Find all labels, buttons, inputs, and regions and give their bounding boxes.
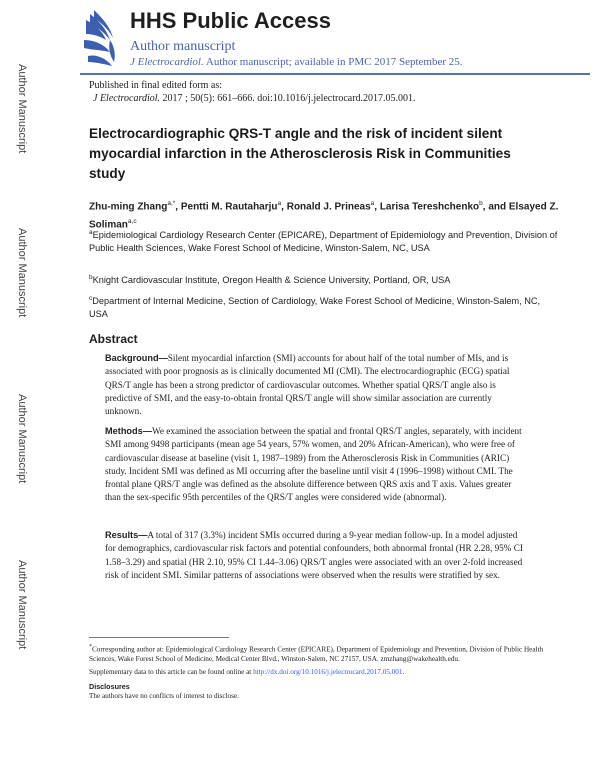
author-name: Larisa Tereshchenko — [379, 201, 480, 213]
author-name: Pentti M. Rautaharju — [180, 201, 278, 213]
affiliation-b: $^b$Knight Cardiovascular Institute, Oregon Health & Science University, Portland, OR, USA — [89, 274, 451, 286]
published-label: Published in final edited form as: — [89, 80, 223, 91]
author-affiliation-marker: a — [277, 200, 282, 207]
footnotes — [89, 643, 549, 706]
availability-text: Author manuscript; available in PMC 2017 September 25. — [205, 56, 463, 68]
results-text: A total of 317 (3.3%) incident SMIs occurred during a 9-year median follow-up. In a model adjusted for demographics, cardiovascular risk factors and potential confounders, both abnormal frontal (HR 2.28, 95% CI 1.58–3.29) and spatial (HR 2.10, 95% CI 1.44–3.06) QRS/T angles were associated with an over 2-fold increased risk of incident SMI. Similar patterns of associations were observed when the results were stratified by sex. — [105, 530, 523, 580]
footnote-divider — [89, 637, 229, 638]
background-text: Silent myocardial infarction (SMI) accounts for about half of the total number of MIs, and is associated with poor prognosis as is clinically documented MI (CMI). The electrocardiographic (ECG) spatial QRS/T angle has been a strong predictor of cardiovascular outcomes. Whether spatial QRS/T angle also is predictive of SMI, and the easy-to-obtain frontal QRS/T angle will show similar association are currently unknown. — [105, 353, 510, 417]
background-label: Background— — [105, 353, 168, 363]
affiliation-a: $^a$Epidemiological Cardiology Research Center (EPICARE), Department of Epidemiology and Prevention, Division of Public Health Sciences, Wake Forest School of Medicine, Winston-Salem, NC, USA — [89, 229, 558, 254]
author-affiliation-marker: b — [479, 200, 483, 207]
article-title: Electrocardiographic QRS-T angle and the risk of incident silent myocardial infarction in the Atherosclerosis Risk in Communities study — [89, 126, 511, 181]
author-list: Zhu-ming Zhang$^{a,*}$, Pentti M. Rautaharju$^a$, Ronald J. Prineas$^a$, Larisa Tereshchenko$^b$, and Elsayed Z. Soliman$^{a,c}$ — [89, 200, 559, 231]
hhs-eagle-logo-icon — [80, 10, 122, 70]
disclosures-label: Disclosures — [89, 681, 130, 691]
author-affiliation-marker: a — [370, 200, 375, 207]
abstract-methods — [105, 425, 523, 505]
abstract-background — [105, 352, 523, 418]
methods-text: We examined the association between the spatial and frontal QRS/T angles, separately, with incident SMI among 9498 participants (mean age 54 years, 57% women, and 20% African-American), who were free of cardiovascular disease at baseline (visit 1, 1987–1989) from the Atherosclerosis Risk in Communities (ARIC) study. Incident SMI was defined as MI occurring after the baseline until visit 4 (1996–1998) without CMI. The frontal plane QRS/T angle was defined as the absolute difference between QRS axis and T axis. Values greater than the sex-specific 95th percentiles of the QRS/T angles were considered wide (abnormal). — [105, 426, 522, 503]
published-citation — [89, 79, 569, 105]
abstract-heading: Abstract — [89, 332, 138, 346]
author-manuscript-subtitle: Author manuscript — [130, 39, 236, 54]
methods-label: Methods— — [105, 426, 152, 436]
corresponding-author-note: *Corresponding author at: Epidemiological Cardiology Research Center (EPICARE), Department of Epidemiology and Prevention, Division of Public Health Sciences, Wake Forest School of Medicine, Medical Center Blvd., Winston-Salem, NC 27157, USA. zmzhang@wakehealth.edu. — [89, 644, 544, 663]
sidebar-author-manuscript-3: Author Manuscript — [16, 394, 28, 484]
sidebar-author-manuscript-4: Author Manuscript — [16, 560, 28, 650]
citation-details: 2017 ; 50(5): 661–666. doi:10.1016/j.jelectrocard.2017.05.001. — [162, 93, 416, 104]
author-name: Zhu-ming Zhang — [89, 201, 168, 213]
citation-line — [89, 92, 569, 105]
journal-availability-note — [130, 56, 463, 68]
hhs-public-access-title: HHS Public Access — [130, 8, 331, 33]
supplementary-link[interactable]: http://dx.doi.org/10.1016/j.jelectrocard.2017.05.001 — [253, 668, 403, 677]
author-affiliation-marker: a,* — [167, 200, 176, 207]
journal-name: J Electrocardiol. — [130, 56, 204, 68]
header-divider — [80, 73, 590, 75]
author-name: Elsayed Z. Soliman — [89, 201, 559, 231]
affiliation-c: $^c$Department of Internal Medicine, Section of Cardiology, Wake Forest School of Medicine, Winston-Salem, NC, USA — [89, 295, 541, 320]
supplementary-note: Supplementary data to this article can be found online at http://dx.doi.org/10.1016/j.jelectrocard.2017.05.001. — [89, 668, 405, 677]
author-affiliation-marker: a,c — [127, 218, 137, 226]
hhs-header — [80, 10, 580, 72]
abstract-results — [105, 529, 523, 582]
citation-journal: J Electrocardiol. — [93, 93, 161, 104]
disclosures-section — [89, 682, 549, 702]
disclosures-text: The authors have no conflicts of interest to disclose. — [89, 692, 239, 701]
sidebar-author-manuscript-2: Author Manuscript — [16, 228, 28, 318]
author-name: Ronald J. Prineas — [286, 201, 371, 213]
sidebar-author-manuscript-1: Author Manuscript — [16, 64, 28, 154]
results-label: Results— — [105, 530, 148, 540]
